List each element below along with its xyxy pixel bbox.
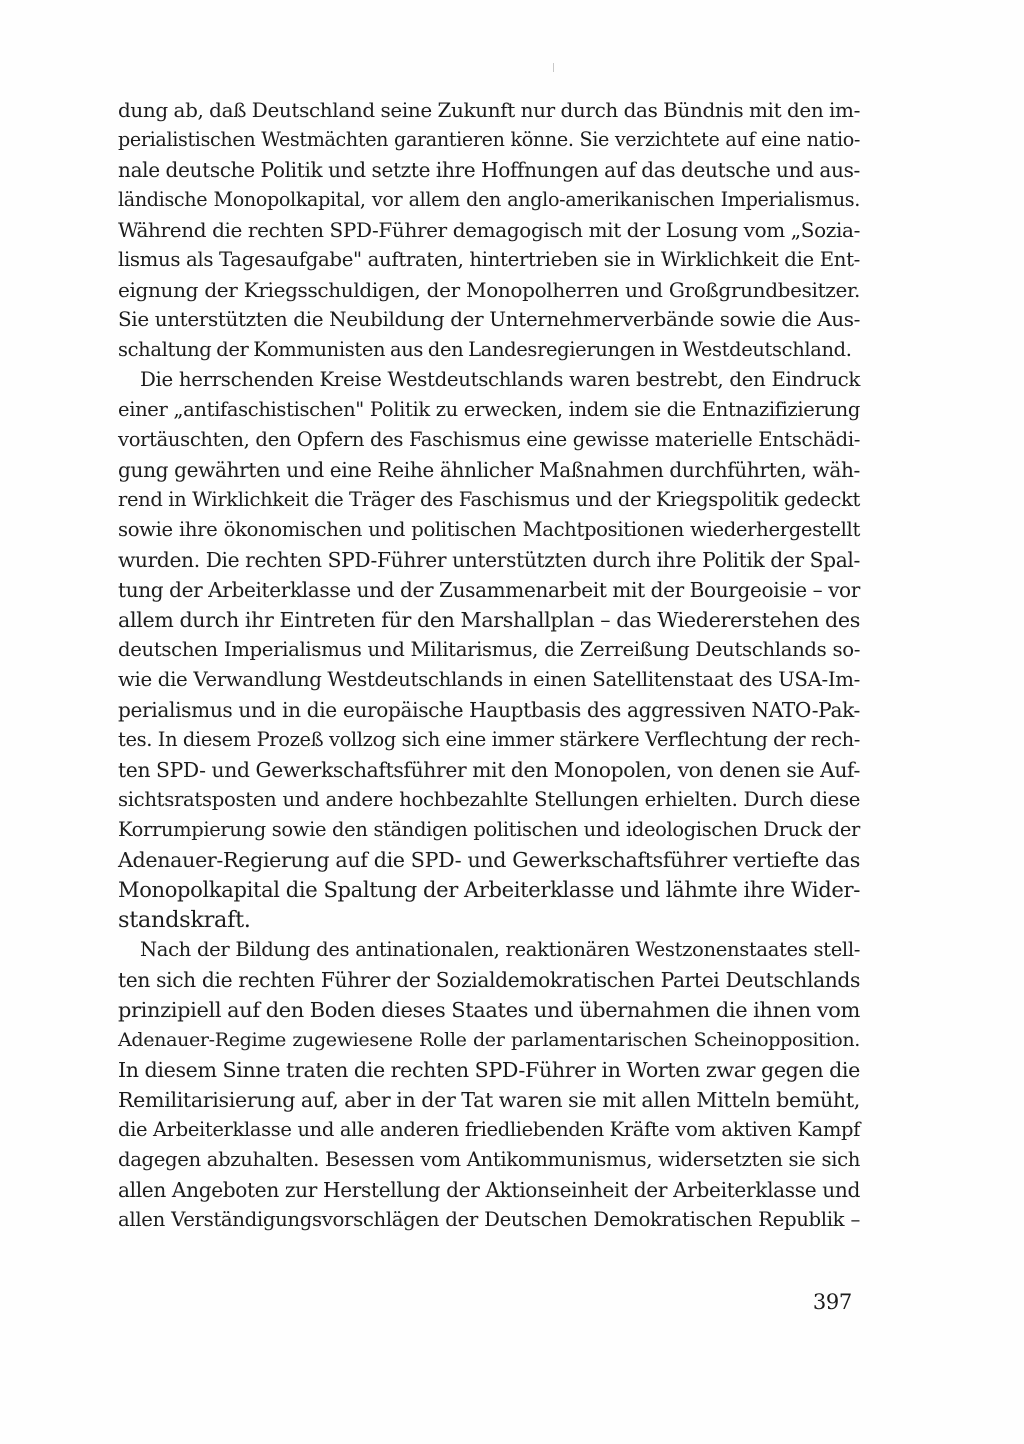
text-line: allen Angeboten zur Herstellung der Aktionseinheit der Arbeiterklasse und (118, 1178, 860, 1202)
page-number: 397 (812, 1290, 852, 1314)
paragraph-2 (118, 365, 860, 935)
body-text (118, 95, 860, 1235)
text-line: vortäuschten, den Opfern des Faschismus eine gewisse materielle Entschädi- (118, 428, 860, 451)
text-line: perialismus und in die europäische Hauptbasis des aggressiven NATO-Pak- (118, 698, 860, 722)
paragraph-3 (118, 935, 860, 1235)
text-line: Adenauer-Regime zugewiesene Rolle der parlamentarischen Scheinopposition. (118, 1029, 860, 1051)
text-line: einer „antifaschistischen" Politik zu erwecken, indem sie die Entnazifizierung (118, 398, 860, 421)
text-line: allem durch ihr Eintreten für den Marshallplan – das Wiedererstehen des (118, 608, 860, 632)
text-line: Während die rechten SPD-Führer demagogisch mit der Losung vom „Sozia- (118, 218, 860, 242)
paper-speck (553, 63, 554, 72)
text-line: Monopolkapital die Spaltung der Arbeiterklasse und lähmte ihre Wider- (118, 877, 860, 902)
text-line: Korrumpierung sowie den ständigen politischen und ideologischen Druck der (118, 818, 860, 841)
text-line: prinzipiell auf den Boden dieses Staates und übernahmen die ihnen vom (118, 998, 860, 1022)
text-line: Adenauer-Regierung auf die SPD- und Gewerkschaftsführer vertiefte das (118, 848, 860, 872)
text-line: dung ab, daß Deutschland seine Zukunft nur durch das Bündnis mit den im- (118, 98, 860, 122)
text-line: Remilitarisierung auf, aber in der Tat waren sie mit allen Mitteln bemüht, (118, 1088, 860, 1112)
text-line: sowie ihre ökonomischen und politischen Machtpositionen wiederhergestellt (118, 518, 860, 541)
text-line: ten sich die rechten Führer der Sozialdemokratischen Partei Deutschlands (118, 968, 860, 992)
text-line: ländische Monopolkapital, vor allem den anglo-amerikanischen Imperialismus. (118, 188, 860, 211)
text-line: rend in Wirklichkeit die Träger des Faschismus und der Kriegspolitik gedeckt (118, 488, 860, 511)
text-line: tung der Arbeiterklasse und der Zusammenarbeit mit der Bourgeoisie – vor (118, 578, 860, 602)
text-line: Sie unterstützten die Neubildung der Unternehmerverbände sowie die Aus- (118, 308, 860, 331)
text-line: schaltung der Kommunisten aus den Landesregierungen in Westdeutschland. (118, 338, 852, 361)
text-line: wurden. Die rechten SPD-Führer unterstützten durch ihre Politik der Spal- (118, 548, 860, 572)
text-line: die Arbeiterklasse und alle anderen friedliebenden Kräfte vom aktiven Kampf (118, 1118, 860, 1141)
text-line: tes. In diesem Prozeß vollzog sich eine immer stärkere Verflechtung der rech- (118, 728, 860, 751)
paragraph-1 (118, 95, 860, 365)
text-line: lismus als Tagesaufgabe" auftraten, hintertrieben sie in Wirklichkeit die Ent- (118, 248, 860, 271)
text-line: dagegen abzuhalten. Besessen vom Antikommunismus, widersetzten sie sich (118, 1148, 860, 1171)
text-line: Nach der Bildung des antinationalen, reaktionären Westzonenstaates stell- (140, 938, 860, 961)
text-line: ten SPD- und Gewerkschaftsführer mit den Monopolen, von denen sie Auf- (118, 758, 860, 782)
text-line: eignung der Kriegsschuldigen, der Monopolherren und Großgrundbesitzer. (118, 278, 860, 302)
text-line: deutschen Imperialismus und Militarismus, die Zerreißung Deutschlands so- (118, 638, 860, 661)
text-line: gung gewährten und eine Reihe ähnlicher Maßnahmen durchführten, wäh- (118, 458, 860, 482)
text-line: allen Verständigungsvorschlägen der Deutschen Demokratischen Republik – (118, 1208, 860, 1231)
text-line: In diesem Sinne traten die rechten SPD-Führer in Worten zwar gegen die (118, 1058, 860, 1082)
text-line: sichtsratsposten und andere hochbezahlte Stellungen erhielten. Durch diese (118, 788, 860, 811)
text-line: standskraft. (118, 907, 251, 933)
text-line: nale deutsche Politik und setzte ihre Hoffnungen auf das deutsche und aus- (118, 158, 860, 182)
text-line: wie die Verwandlung Westdeutschlands in einen Satellitenstaat des USA-Im- (118, 668, 860, 691)
text-line: perialistischen Westmächten garantieren könne. Sie verzichtete auf eine natio- (118, 128, 860, 151)
text-line: Die herrschenden Kreise Westdeutschlands waren bestrebt, den Eindruck (140, 368, 860, 391)
